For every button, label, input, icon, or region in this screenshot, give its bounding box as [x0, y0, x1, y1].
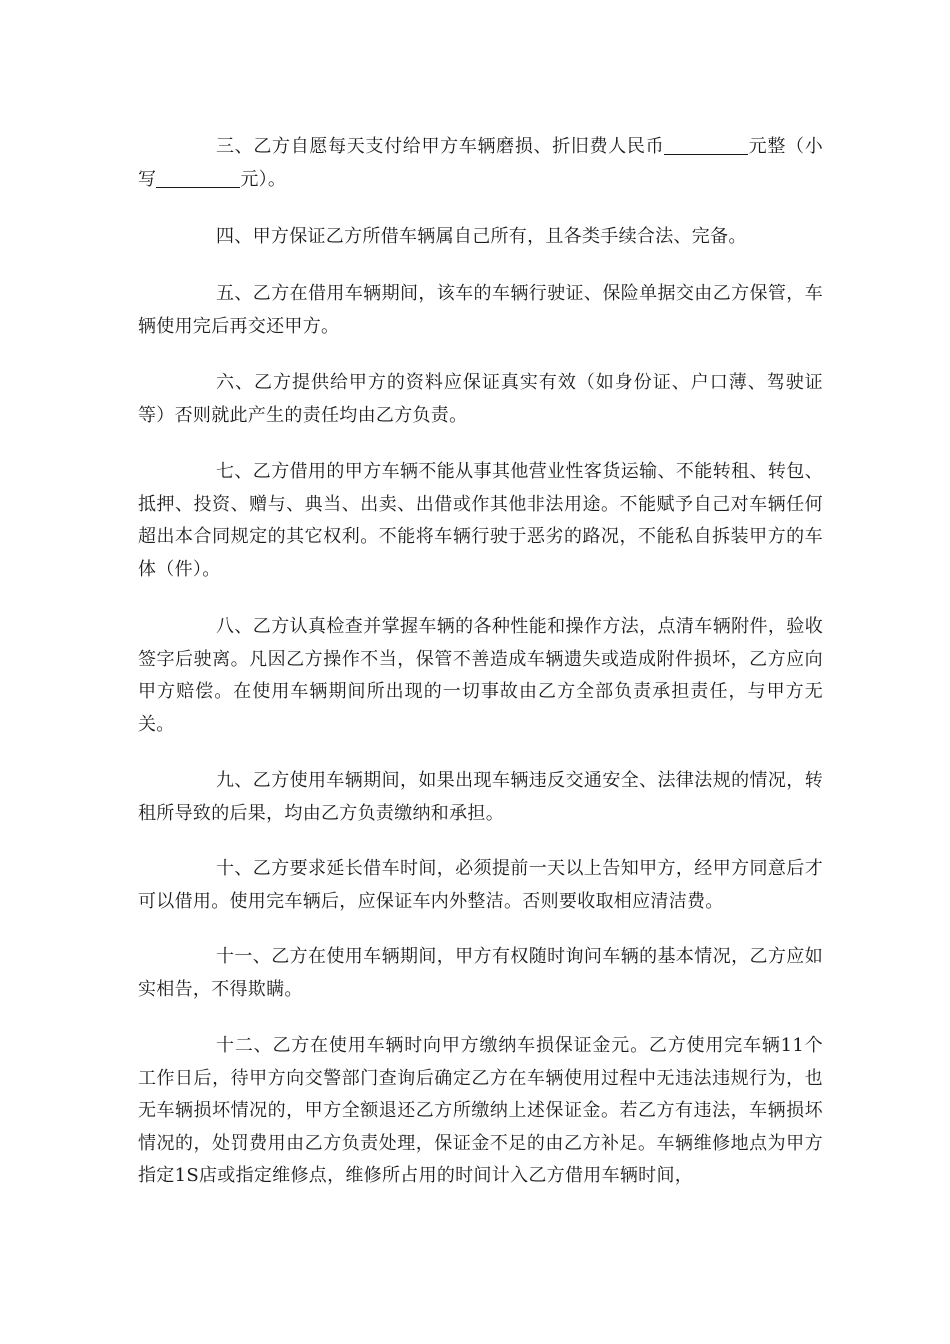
clause-7-paragraph: 七、乙方借用的甲方车辆不能从事其他营业性客货运输、不能转租、转包、抵押、投资、赠与、典当、出卖、出借或作其他非法用途。不能赋予自己对车辆任何超出本合同规定的其它权利。不能将车辆行驶于恶劣的路况，不能私自拆装甲方的车体（件）。	[138, 461, 823, 580]
clause-3-text-c: 元）。	[240, 168, 287, 190]
clause-3-text-a: 三、乙方自愿每天支付给甲方车辆磨损、折旧费人民币	[216, 136, 665, 157]
clause-9-paragraph: 九、乙方使用车辆期间，如果出现车辆违反交通安全、法律法规的情况，转租所导致的后果，均由乙方负责缴纳和承担。	[138, 770, 823, 824]
daily-fee-blank	[664, 136, 748, 155]
clause-11-paragraph: 十一、乙方在使用车辆期间，甲方有权随时询问车辆的基本情况，乙方应如实相告，不得欺瞒。	[138, 946, 823, 1000]
clause-8-paragraph: 八、乙方认真检查并掌握车辆的各种性能和操作方法，点清车辆附件，验收签字后驶离。凡因乙方操作不当，保管不善造成车辆遗失或造成附件损坏，乙方应向甲方赔偿。在使用车辆期间所出现的一切事故由乙方全部负责承担责任，与甲方无关。	[138, 616, 823, 735]
clause-3-paragraph	[138, 131, 823, 196]
clause-5-paragraph: 五、乙方在借用车辆期间，该车的车辆行驶证、保险单据交由乙方保管，车辆使用完后再交还甲方。	[138, 283, 823, 337]
clause-12-paragraph: 十二、乙方在使用车辆时向甲方缴纳车损保证金元。乙方使用完车辆11个工作日后，待甲方向交警部门查询后确定乙方在车辆使用过程中无违法违规行为，也无车辆损坏情况的，甲方全额退还乙方所缴纳上述保证金。若乙方有违法，车辆损坏情况的，处罚费用由乙方负责处理，保证金不足的由乙方补足。车辆维修地点为甲方指定1S店或指定维修点，维修所占用的时间计入乙方借用车辆时间，	[138, 1035, 823, 1186]
clause-6-paragraph: 六、乙方提供给甲方的资料应保证真实有效（如身份证、户口薄、驾驶证等）否则就此产生的责任均由乙方负责。	[138, 372, 823, 426]
clause-3-text-b: 元整（小写	[138, 136, 823, 190]
daily-fee-lowercase-blank	[156, 169, 240, 188]
clause-10-paragraph: 十、乙方要求延长借车时间，必须提前一天以上告知甲方，经甲方同意后才可以借用。使用完车辆后，应保证车内外整洁。否则要收取相应清洁费。	[138, 858, 823, 912]
clause-4-paragraph: 四、甲方保证乙方所借车辆属自己所有，且各类手续合法、完备。	[216, 226, 747, 247]
